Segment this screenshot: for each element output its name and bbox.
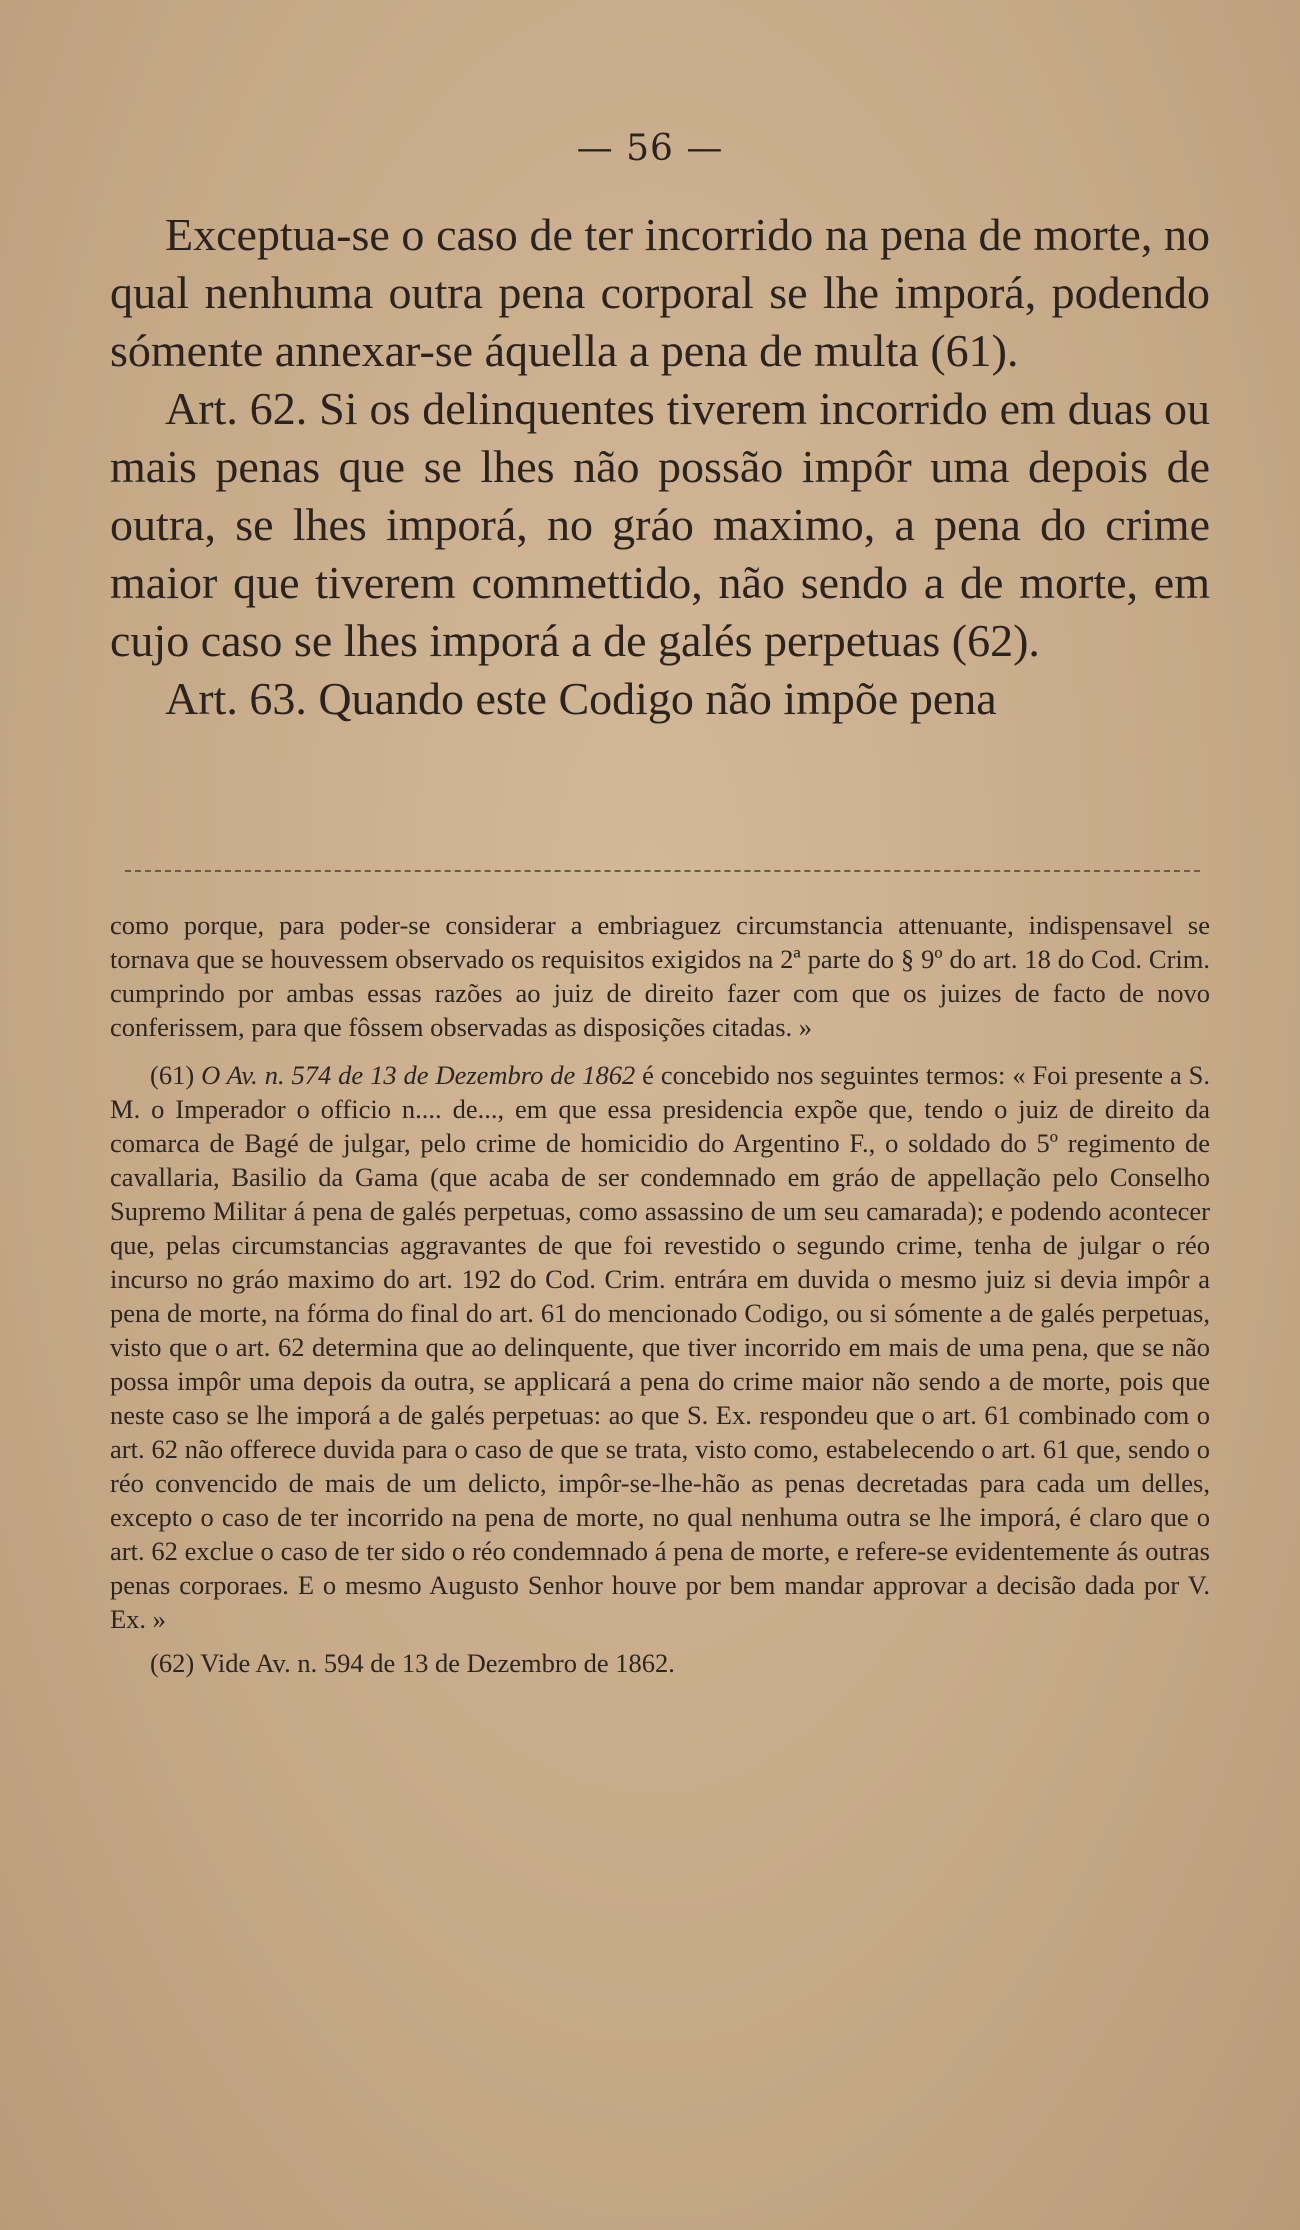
footnote-61-marker: (61)	[150, 1060, 195, 1090]
footnote-separator	[125, 870, 1200, 872]
article-62-paragraph: Art. 62. Si os delinquentes tiverem incorrido em duas ou mais penas que se lhes não possão impôr uma depois de outra, se lhes imporá, no gráo maximo, a pena do crime maior que tiverem commettido, não sendo a de morte, em cujo caso se lhes imporá a de galés perpetuas (62).	[110, 383, 1210, 666]
footnote-61-reference: O Av. n. 574 de 13 de Dezembro de 1862	[201, 1060, 636, 1090]
main-paragraph: Exceptua-se o caso de ter incorrido na pena de morte, no qual nenhuma outra pena corporal se lhe imporá, podendo sómente annexar-se áquella a pena de multa (61).	[110, 209, 1210, 376]
page-number: — 56 —	[576, 128, 724, 169]
footnote-62: (62) Vide Av. n. 594 de 13 de Dezembro de 1862.	[150, 1648, 675, 1678]
footnote-61-text: é concebido nos seguintes termos: « Foi presente a S. M. o Imperador o officio n.... de..., em que essa presidencia expõe que, tendo o juiz de direito da comarca de Bagé de julgar, pelo crime de homicidio do Argentino F., o soldado do 5º regimento de cavallaria, Basilio da Gama (que acaba de ser condemnado em gráo de appellação pelo Conselho Supremo Militar á pena de galés perpetuas, como assassino de um seu camarada); e podendo acontecer que, pelas circumstancias aggravantes de que foi revestido o segundo crime, tenha de julgar o réo incurso no gráo maximo do art. 192 do Cod. Crim. entrára em duvida o mesmo juiz si devia impôr a pena de morte, na fórma do final do art. 61 do mencionado Codigo, ou si sómente a de galés perpetuas, visto que o art. 62 determina que ao delinquente, que tiver incorrido em mais de uma pena, que se não possa impôr uma depois da outra, se applicará a pena do crime maior não sendo a de morte, pois que neste caso se lhe imporá a de galés perpetuas: ao que S. Ex. respondeu que o art. 61 combinado com o art. 62 não offerece duvida para o caso de que se trata, visto como, estabelecendo o art. 61 que, sendo o réo convencido de mais de um delicto, impôr-se-lhe-hão as penas decretadas para cada um delles, excepto o caso de ter incorrido na pena de morte, no qual nenhuma outra se lhe imporá, é claro que o art. 62 exclue o caso de ter sido o réo condemnado á pena de morte, e refere-se evidentemente ás outras penas corporaes. E o mesmo Augusto Senhor houve por bem mandar approvar a decisão dada por V. Ex. »	[110, 1060, 1211, 1634]
footnote-61	[110, 1058, 1210, 1636]
footnote-continuation: como porque, para poder-se considerar a embriaguez circumstancia attenuante, indispensavel se tornava que se houvessem observado os requisitos exigidos na 2ª parte do § 9º do art. 18 do Cod. Crim. cumprindo por ambas essas razões ao juiz de direito fazer com que os juizes de facto de novo conferissem, para que fôssem observadas as disposições citadas. »	[110, 910, 1210, 1042]
article-63-paragraph: Art. 63. Quando este Codigo não impõe pena	[165, 673, 997, 724]
footnotes	[110, 908, 1210, 1680]
main-text	[110, 206, 1210, 728]
